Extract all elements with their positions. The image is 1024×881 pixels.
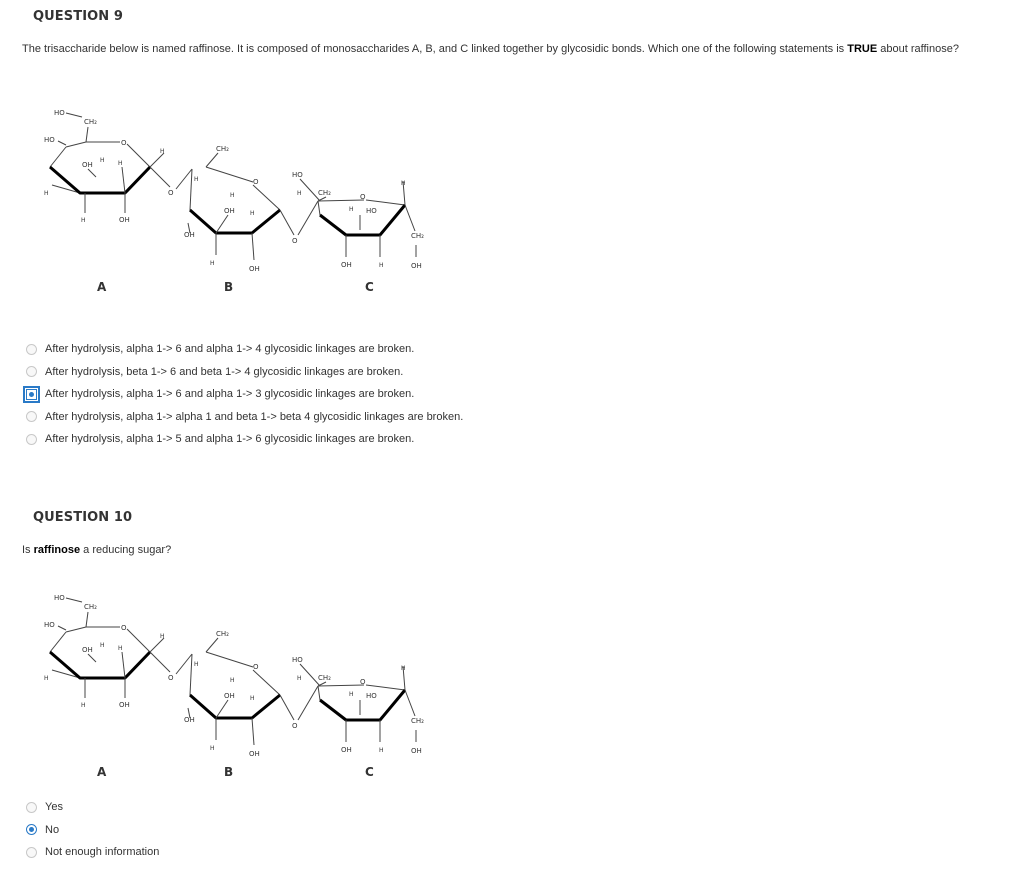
radio-button[interactable] [26, 847, 37, 858]
bond-line [176, 654, 192, 674]
bond-line [253, 670, 280, 695]
question-10-options [26, 796, 159, 864]
atom-label-h: H [230, 677, 235, 684]
atom-label-h: H [100, 157, 105, 164]
atom-label-h: H [250, 695, 255, 702]
bond-line [58, 626, 66, 630]
atom-label-oh: OH [224, 692, 235, 700]
bond-line [127, 629, 150, 652]
atom-label-h: H [194, 661, 199, 668]
bond-line [252, 718, 254, 745]
option-label: After hydrolysis, beta 1-> 6 and beta 1-> 4 glycosidic linkages are broken. [45, 365, 404, 378]
atom-label-ho: HO [54, 594, 65, 602]
radio-button[interactable] [26, 802, 37, 813]
bond-line [206, 638, 218, 652]
atom-label-oh: OH [119, 216, 130, 224]
atom-label-h: H [401, 180, 406, 187]
option-label: After hydrolysis, alpha 1-> alpha 1 and beta 1-> beta 4 glycosidic linkages are broken. [45, 410, 464, 423]
atom-label-h: H [401, 665, 406, 672]
atom-label-h: H [379, 747, 384, 754]
ring-b-bold-edge [190, 695, 280, 718]
option-label: After hydrolysis, alpha 1-> 5 and alpha 1-> 6 glycosidic linkages are broken. [45, 433, 415, 446]
bond-line [298, 686, 318, 720]
bond-line [280, 695, 294, 720]
question-10-text [22, 543, 962, 557]
atom-label-h: H [118, 645, 123, 652]
option-label: No [45, 823, 60, 836]
q10-option[interactable] [26, 841, 159, 864]
ring-label-b: B [224, 280, 234, 294]
atom-label-ch2: CH₂ [84, 603, 97, 611]
bond-line [88, 654, 96, 662]
atom-label-o: O [121, 624, 127, 632]
atom-label-ch2: CH₂ [216, 145, 229, 153]
atom-label-h: H [297, 190, 302, 197]
bond-line [190, 654, 192, 695]
atom-label-h: H [379, 262, 384, 269]
atom-label-h: H [297, 675, 302, 682]
question-9-text-bold: TRUE [847, 43, 878, 55]
atom-label-oh: OH [224, 207, 235, 215]
atom-label-o: O [360, 193, 366, 201]
atom-label-h: H [230, 192, 235, 199]
atom-label-ho: HO [366, 692, 377, 700]
bond-line [122, 652, 125, 678]
atom-label-oh: OH [82, 161, 93, 169]
q10-option[interactable] [26, 819, 159, 842]
atom-label-ch2: CH₂ [411, 717, 424, 725]
atom-label-o: O [253, 663, 259, 671]
q10-option[interactable] [26, 796, 159, 819]
atom-label-oh: OH [411, 262, 422, 270]
question-9-text-before: The trisaccharide below is named raffinose. It is composed of monosaccharides A, B, and C linked together by glycosidic bonds. Which one of the following statements is [22, 43, 845, 55]
atom-label-o: O [253, 178, 259, 186]
question-9-text-after: about raffinose? [880, 43, 959, 55]
atom-label-ho: HO [366, 207, 377, 215]
ring-label-a: A [97, 765, 107, 779]
atom-label-h: H [349, 691, 354, 698]
question-10-text-bold: raffinose [33, 544, 81, 556]
atom-label-ch2: CH₂ [318, 189, 331, 197]
atom-label-o: O [360, 678, 366, 686]
option-label: After hydrolysis, alpha 1-> 6 and alpha 1-> 4 glycosidic linkages are broken. [45, 343, 415, 356]
raffinose-structure-q10 [30, 590, 450, 790]
ring-label-c: C [365, 765, 374, 779]
atom-label-oh: OH [184, 716, 195, 724]
bond-line [206, 652, 253, 667]
atom-label-oh: OH [249, 265, 260, 273]
atom-label-ch2: CH₂ [84, 118, 97, 126]
atom-label-h: H [349, 206, 354, 213]
atom-label-h: H [118, 160, 123, 167]
atom-label-h: H [81, 702, 86, 709]
atom-label-o: O [168, 674, 174, 682]
atom-label-h: H [160, 633, 165, 640]
bond-line [66, 627, 86, 632]
ring-label-a: A [97, 280, 107, 294]
atom-label-oh: OH [119, 701, 130, 709]
atom-label-h: H [81, 217, 86, 224]
atom-label-o: O [168, 189, 174, 197]
atom-label-ho: HO [44, 621, 55, 629]
atom-label-oh: OH [184, 231, 195, 239]
atom-label-oh: OH [82, 646, 93, 654]
atom-label-h: H [100, 642, 105, 649]
bond-line [300, 664, 320, 686]
atom-label-ho: HO [44, 136, 55, 144]
atom-label-ho: HO [292, 656, 303, 664]
atom-label-o: O [292, 237, 298, 245]
bond-line [216, 700, 228, 718]
atom-label-ch2: CH₂ [318, 674, 331, 682]
bond-line [150, 638, 164, 652]
ring-label-b: B [224, 765, 234, 779]
atom-label-o: O [292, 722, 298, 730]
bond-line [366, 685, 405, 690]
bond-line [405, 690, 415, 716]
atom-label-ho: HO [54, 109, 65, 117]
bond-line [66, 598, 82, 602]
atom-label-ho: HO [292, 171, 303, 179]
option-label: Yes [45, 801, 63, 814]
atom-label-ch2: CH₂ [411, 232, 424, 240]
atom-label-h: H [160, 148, 165, 155]
radio-button-selected[interactable] [26, 824, 37, 835]
ring-label-c: C [365, 280, 374, 294]
bond-line [318, 686, 320, 700]
question-9-heading: QUESTION 9 [33, 9, 124, 24]
atom-label-h: H [194, 176, 199, 183]
bond-line [318, 685, 364, 686]
atom-label-o: O [121, 139, 127, 147]
atom-label-oh: OH [249, 750, 260, 758]
ring-c-bold-edge [320, 690, 405, 720]
bond-line [86, 612, 88, 627]
atom-label-oh: OH [411, 747, 422, 755]
atom-label-h: H [44, 675, 49, 682]
atom-label-oh: OH [341, 261, 352, 269]
question-10-heading: QUESTION 10 [33, 510, 133, 525]
question-10-text-after: a reducing sugar? [83, 544, 172, 556]
option-label: Not enough information [45, 846, 160, 859]
option-label: After hydrolysis, alpha 1-> 6 and alpha 1-> 3 glycosidic linkages are broken. [45, 388, 415, 401]
atom-label-h: H [250, 210, 255, 217]
bond-line [50, 632, 66, 652]
atom-label-h: H [210, 745, 215, 752]
atom-label-h: H [44, 190, 49, 197]
atom-label-h: H [210, 260, 215, 267]
bond-line [150, 652, 170, 672]
atom-label-ch2: CH₂ [216, 630, 229, 638]
question-10-text-before: Is [22, 544, 31, 556]
atom-label-oh: OH [341, 746, 352, 754]
